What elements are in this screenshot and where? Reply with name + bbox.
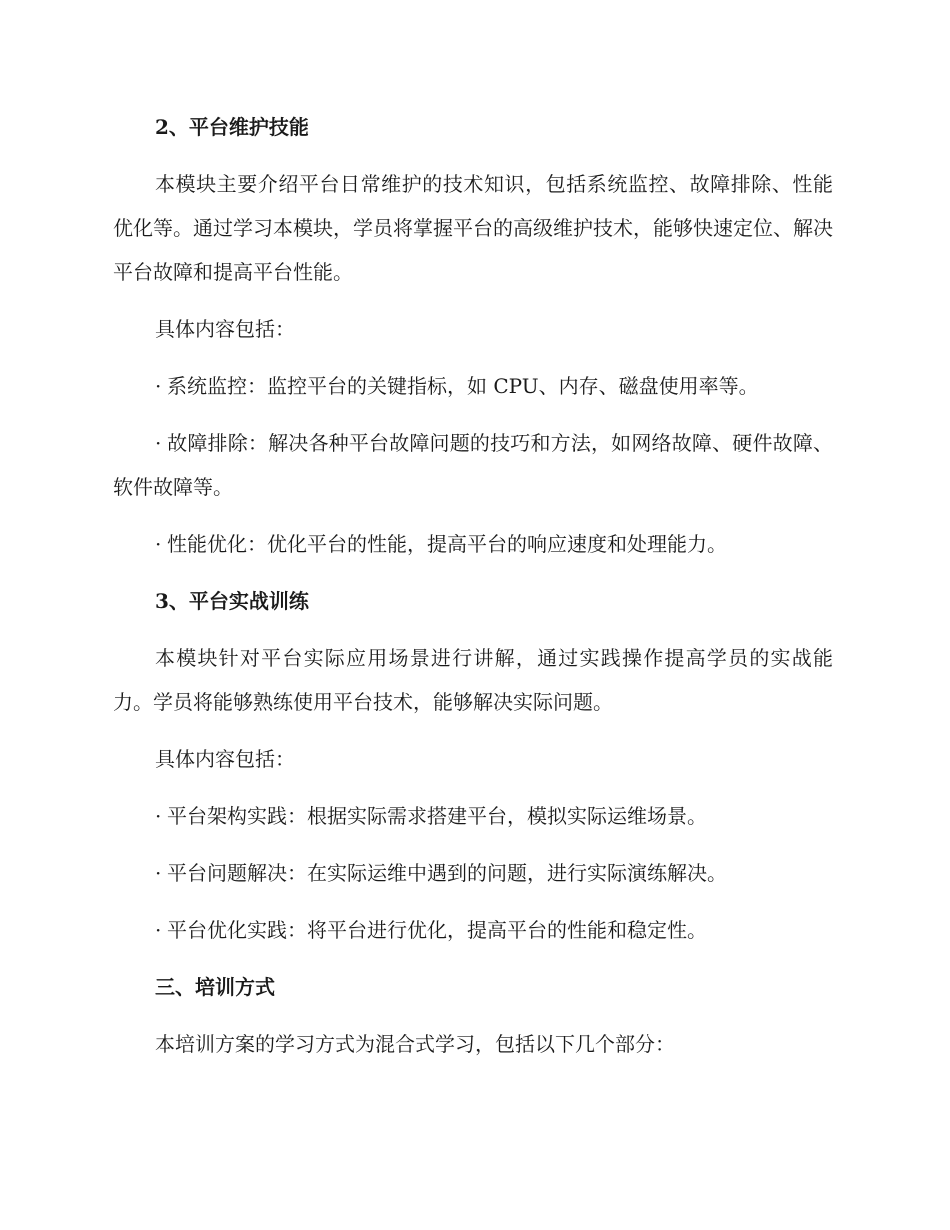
bullet-marker: · — [155, 918, 162, 942]
section-paragraph: 本模块针对平台实际应用场景进行讲解，通过实践操作提高学员的实战能力。学员将能够熟练使用平台技术，能够解决实际问题。 — [113, 646, 833, 714]
section-heading: 三、培训方式 — [155, 975, 275, 999]
bullet-item — [113, 522, 833, 566]
bullet-text: 性能优化：优化平台的性能，提高平台的响应速度和处理能力。 — [167, 532, 727, 556]
document-page — [113, 105, 833, 1079]
bullet-marker: · — [155, 374, 162, 398]
bullet-marker: · — [155, 532, 162, 556]
content-lead: 具体内容包括： — [155, 747, 295, 771]
bullet-text: 故障排除：解决各种平台故障问题的技巧和方法，如网络故障、硬件故障、软件故障等。 — [113, 431, 833, 499]
bullet-item — [113, 794, 833, 838]
bullet-item — [113, 908, 833, 952]
bullet-item — [113, 421, 833, 509]
bullet-marker: · — [155, 431, 162, 455]
bullet-text: 平台问题解决：在实际运维中遇到的问题，进行实际演练解决。 — [167, 861, 727, 885]
section-paragraph: 本模块主要介绍平台日常维护的技术知识，包括系统监控、故障排除、性能优化等。通过学习本模块，学员将掌握平台的高级维护技术，能够快速定位、解决平台故障和提高平台性能。 — [113, 172, 833, 284]
bullet-text: 平台优化实践：将平台进行优化，提高平台的性能和稳定性。 — [167, 918, 707, 942]
section-paragraph: 本培训方案的学习方式为混合式学习，包括以下几个部分： — [155, 1032, 675, 1056]
bullet-text: 系统监控：监控平台的关键指标，如 CPU、内存、磁盘使用率等。 — [167, 374, 759, 398]
bullet-item — [113, 364, 833, 408]
bullet-marker: · — [155, 804, 162, 828]
section-heading: 3、平台实战训练 — [155, 589, 309, 613]
bullet-marker: · — [155, 861, 162, 885]
bullet-text: 平台架构实践：根据实际需求搭建平台，模拟实际运维场景。 — [167, 804, 707, 828]
section-heading: 2、平台维护技能 — [155, 115, 309, 139]
content-lead: 具体内容包括： — [155, 317, 295, 341]
bullet-item — [113, 851, 833, 895]
